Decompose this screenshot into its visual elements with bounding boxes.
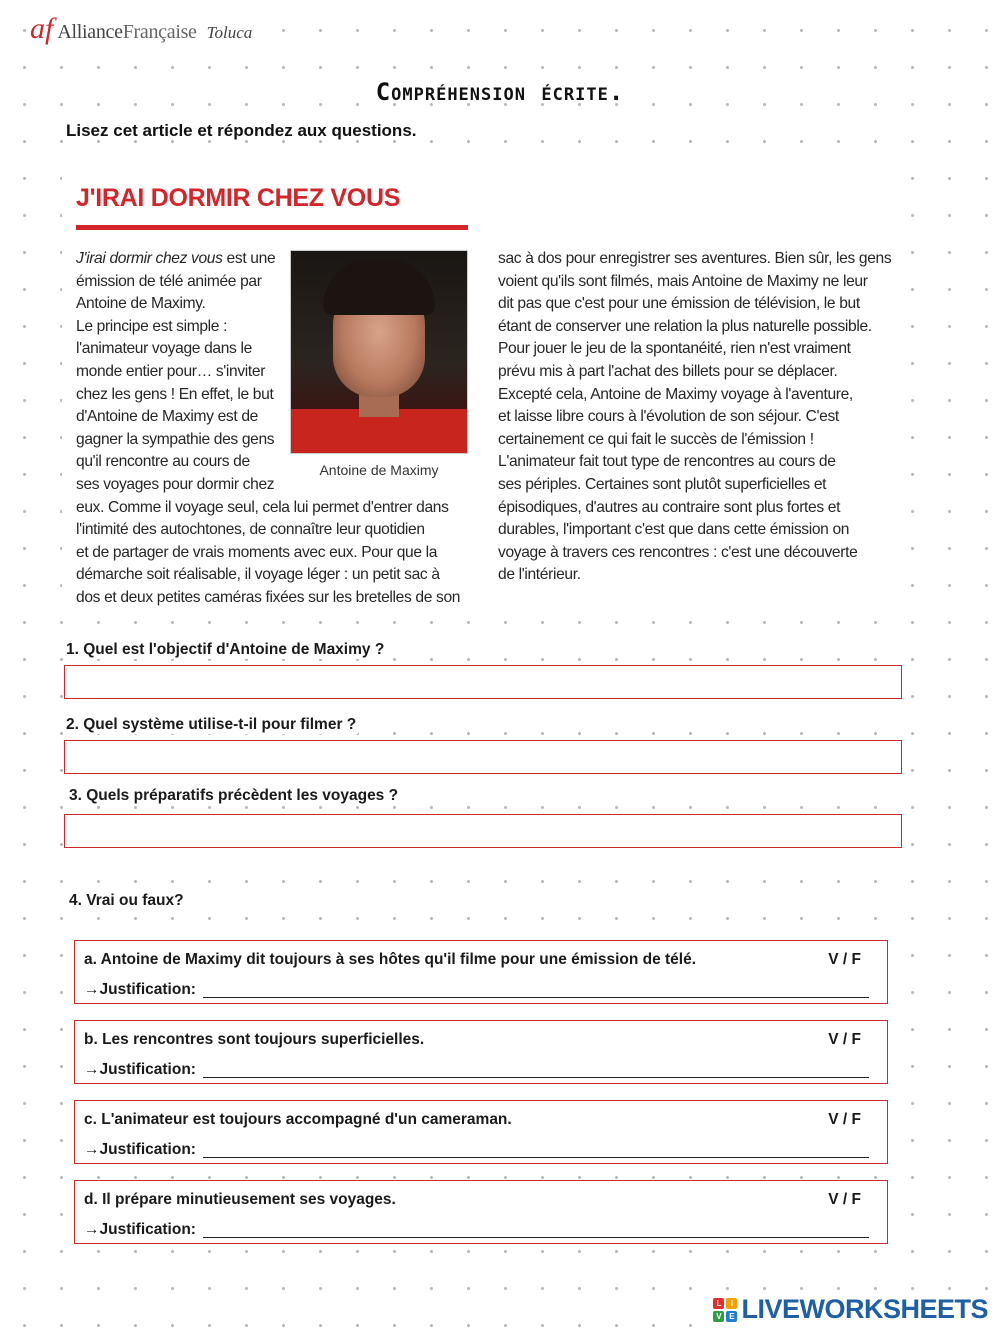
justification-label: →Justification:: [84, 981, 196, 998]
question-3-answer[interactable]: [64, 814, 902, 848]
article-line: eux. Comme il voyage seul, cela lui permet d'entrer dans: [76, 498, 449, 516]
article-line: épisodiques, d'autres au contraire sont plus fortes et: [498, 498, 841, 516]
justification-input[interactable]: [203, 997, 869, 998]
article-line: Pour jouer le jeu de la spontanéité, rien n'est vraiment: [498, 340, 851, 358]
article-line: démarche soit réalisable, il voyage léger : un petit sac à: [76, 566, 440, 584]
justification-label: →Justification:: [84, 1141, 196, 1158]
true-false-item-d: [74, 1180, 888, 1244]
photo-caption: Antoine de Maximy: [319, 462, 439, 478]
justification-input[interactable]: [203, 1157, 869, 1158]
brand-name: [57, 21, 196, 44]
article-line: et de partager de vrais moments avec eux. Pour que la: [76, 543, 438, 561]
justification-label: →Justification:: [84, 1061, 196, 1078]
question-1-answer[interactable]: [64, 665, 902, 699]
statement-text: a. Antoine de Maximy dit toujours à ses hôtes qu'il filme pour une émission de télé.: [84, 951, 697, 968]
article-line: ses voyages pour dormir chez: [76, 475, 275, 493]
brand-name-b: Française: [122, 21, 197, 43]
true-false-choice[interactable]: V / F: [828, 1111, 861, 1128]
icon-letter: E: [726, 1311, 737, 1322]
brand-logo: [30, 14, 258, 44]
article-line: émission de télé animée par: [76, 272, 262, 290]
article-line: certainement ce qui fait le succès de l'émission !: [498, 430, 814, 448]
statement-text: c. L'animateur est toujours accompagné d'un cameraman.: [84, 1111, 512, 1128]
icon-letter: V: [713, 1311, 724, 1322]
article-line: Antoine de Maximy.: [76, 295, 206, 313]
liveworksheets-logo: [709, 1292, 992, 1327]
true-false-choice[interactable]: V / F: [828, 951, 861, 968]
article-line: sac à dos pour enregistrer ses aventures. Bien sûr, les gens: [498, 250, 892, 267]
icon-letter: L: [713, 1298, 724, 1309]
brand-name-a: Alliance: [57, 21, 123, 43]
article-line: dit pas que c'est pour une émission de télévision, le but: [498, 295, 860, 313]
article-line: chez les gens ! En effet, le but: [76, 385, 274, 403]
article-line: ses périples. Certaines sont plutôt superficielles et: [498, 475, 827, 493]
true-false-choice[interactable]: V / F: [828, 1191, 861, 1208]
true-false-choice[interactable]: V / F: [828, 1031, 861, 1048]
article-line: et laisse libre cours à l'évolution de son séjour. C'est: [498, 408, 839, 426]
show-name: J'irai dormir chez vous: [76, 250, 223, 267]
article-line: l'intimité des autochtones, de connaître leur quotidien: [76, 521, 425, 539]
photo-image: [290, 250, 468, 454]
justification-input[interactable]: [203, 1077, 869, 1078]
question-1-label: 1. Quel est l'objectif d'Antoine de Maximy ?: [66, 641, 385, 658]
article-line: voient qu'ils sont filmés, mais Antoine de Maximy ne leur: [498, 272, 868, 290]
title-rule: [76, 225, 468, 230]
article-line: gagner la sympathie des gens: [76, 430, 275, 448]
true-false-label: 4. Vrai ou faux?: [69, 892, 184, 909]
justification-label: →Justification:: [84, 1221, 196, 1238]
question-2-label: 2. Quel système utilise-t-il pour filmer ?: [66, 716, 357, 733]
brand-city: Toluca: [206, 23, 253, 42]
article-line: L'animateur fait tout type de rencontres au cours de: [498, 453, 836, 471]
article: [62, 164, 904, 612]
article-line: Excepté cela, Antoine de Maximy voyage à l'aventure,: [498, 385, 853, 403]
true-false-item-c: [74, 1100, 888, 1164]
liveworksheets-icon: [713, 1298, 737, 1322]
article-line: monde entier pour… s'inviter: [76, 362, 266, 380]
liveworksheets-text: LIVEWORKSHEETS: [741, 1294, 988, 1324]
true-false-item-a: [74, 940, 888, 1004]
article-column-right: [498, 248, 900, 587]
article-line: Le principe est simple :: [76, 317, 228, 335]
question-2-answer[interactable]: [64, 740, 902, 774]
article-line: durables, l'important c'est que dans cette émission on: [498, 521, 850, 539]
true-false-item-b: [74, 1020, 888, 1084]
article-line: d'Antoine de Maximy est de: [76, 408, 258, 426]
page-title: Compréhension écrite.: [375, 78, 625, 106]
article-line: de l'intérieur.: [498, 566, 581, 584]
question-3-label: 3. Quels préparatifs précèdent les voyages ?: [69, 787, 399, 804]
presenter-photo: [290, 250, 468, 456]
justification-input[interactable]: [203, 1237, 869, 1238]
icon-letter: I: [726, 1298, 737, 1309]
statement-text: b. Les rencontres sont toujours superficielles.: [84, 1031, 425, 1048]
brand-mark: af: [30, 12, 54, 45]
article-line: qu'il rencontre au cours de: [76, 453, 250, 471]
article-line: voyage à travers ces rencontres : c'est une découverte: [498, 543, 858, 561]
article-line: prévu mis à part l'achat des billets pour se déplacer.: [498, 362, 838, 380]
article-line: l'animateur voyage dans le: [76, 340, 252, 358]
article-line: J'irai dormir chez vous est une: [76, 250, 276, 267]
article-line: étant de conserver une relation la plus naturelle possible.: [498, 317, 872, 335]
article-title: J'IRAI DORMIR CHEZ VOUS: [76, 184, 401, 212]
statement-text: d. Il prépare minutieusement ses voyages.: [84, 1191, 396, 1208]
article-line: dos et deux petites caméras fixées sur les bretelles de son: [76, 588, 461, 606]
instruction-text: Lisez cet article et répondez aux questions.: [66, 121, 417, 140]
